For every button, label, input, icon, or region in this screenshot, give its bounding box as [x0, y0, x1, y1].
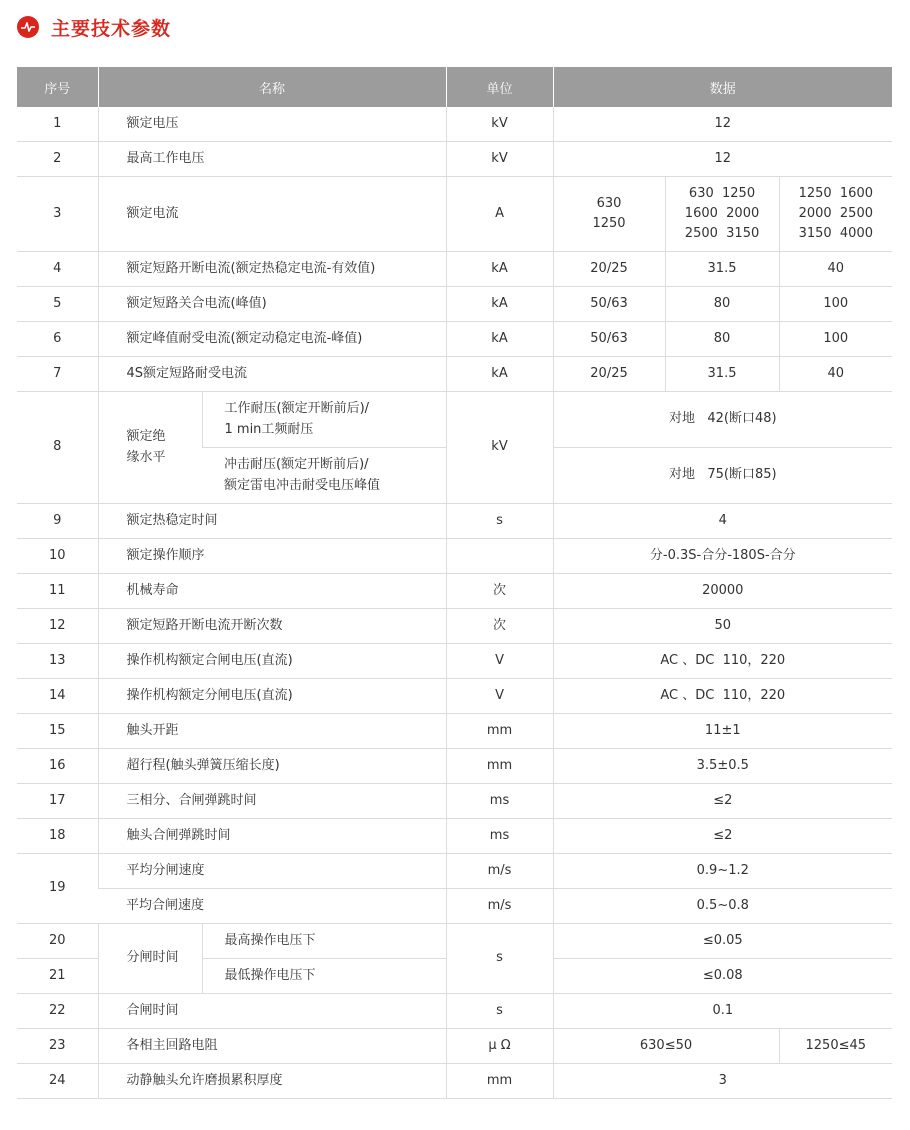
row-data: 0.1 [553, 994, 892, 1029]
row-name: 额定短路开断电流开断次数 [98, 609, 446, 644]
row-no: 18 [17, 819, 98, 854]
name-line: 额定绝 [126, 429, 166, 445]
row-name: 额定操作顺序 [98, 539, 446, 574]
row-name: 合闸时间 [98, 994, 446, 1029]
row-name: 额定热稳定时间 [98, 504, 446, 539]
value-line: 1250 [592, 216, 626, 231]
row-name: 额定短路关合电流(峰值) [98, 287, 446, 322]
row-data-col3: 40 [779, 252, 892, 287]
table-row [17, 1029, 892, 1064]
row-data: ≤2 [553, 784, 892, 819]
row-data: 11±1 [553, 714, 892, 749]
row-data: 3 [553, 1064, 892, 1099]
row-name: 超行程(触头弹簧压缩长度) [98, 749, 446, 784]
row-no: 17 [17, 784, 98, 819]
row-data-col2 [665, 177, 779, 252]
row-data: 分-0.3S-合分-180S-合分 [553, 539, 892, 574]
row-data-col2: 80 [665, 322, 779, 357]
row-data: 20000 [553, 574, 892, 609]
table-row [17, 994, 892, 1029]
col-header-no: 序号 [17, 67, 98, 107]
row-unit: μ Ω [446, 1029, 553, 1064]
table-row [17, 784, 892, 819]
row-unit: kA [446, 322, 553, 357]
row-data-col2: 80 [665, 287, 779, 322]
table-row [17, 714, 892, 749]
row-data: 50 [553, 609, 892, 644]
row-unit: kA [446, 287, 553, 322]
row-unit: V [446, 679, 553, 714]
table-row [17, 142, 892, 177]
row-no: 11 [17, 574, 98, 609]
row-no: 13 [17, 644, 98, 679]
value-line: 3150 4000 [798, 226, 873, 242]
row-unit: kA [446, 252, 553, 287]
value-line: 630 1250 [688, 185, 756, 201]
row-no: 24 [17, 1064, 98, 1099]
table-row [17, 177, 892, 252]
row-data-col3: 40 [779, 357, 892, 392]
table-row [17, 644, 892, 679]
row-no: 4 [17, 252, 98, 287]
row-data: 12 [553, 107, 892, 142]
value-line: 1250 1600 [798, 185, 873, 201]
row-subname [202, 448, 446, 504]
row-name: 最高工作电压 [98, 142, 446, 177]
row-unit: mm [446, 1064, 553, 1099]
page-title: 主要技术参数 [51, 17, 172, 40]
row-subname [202, 392, 446, 448]
row-no: 2 [17, 142, 98, 177]
table-row [17, 749, 892, 784]
row-data: 4 [553, 504, 892, 539]
row-no: 19 [17, 854, 98, 924]
table-row [17, 539, 892, 574]
row-name: 机械寿命 [98, 574, 446, 609]
row-name: 额定峰值耐受电流(额定动稳定电流-峰值) [98, 322, 446, 357]
row-unit [446, 539, 553, 574]
table-row [17, 357, 892, 392]
name-line: 额定雷电冲击耐受电压峰值 [224, 477, 381, 493]
row-no: 20 [17, 924, 98, 959]
row-name: 4S额定短路耐受电流 [98, 357, 446, 392]
row-data: AC 、DC 110，220 [553, 679, 892, 714]
row-data: AC 、DC 110，220 [553, 644, 892, 679]
row-no: 21 [17, 959, 98, 994]
row-name: 额定电压 [98, 107, 446, 142]
col-header-name: 名称 [98, 67, 446, 107]
row-unit: s [446, 504, 553, 539]
row-unit: mm [446, 749, 553, 784]
table-row [17, 854, 892, 889]
table-row [17, 392, 892, 448]
row-data: ≤0.05 [553, 924, 892, 959]
row-name: 动静触头允许磨损累积厚度 [98, 1064, 446, 1099]
table-row [17, 287, 892, 322]
table-row [17, 252, 892, 287]
pulse-icon [17, 16, 39, 38]
row-unit: kA [446, 357, 553, 392]
table-row [17, 504, 892, 539]
row-unit: kV [446, 107, 553, 142]
row-data: 对地 75(断口85) [553, 448, 892, 504]
row-name: 额定电流 [98, 177, 446, 252]
table-row [17, 609, 892, 644]
row-unit: m/s [446, 889, 553, 924]
row-no: 6 [17, 322, 98, 357]
row-unit: V [446, 644, 553, 679]
table-row [17, 107, 892, 142]
row-data-col1: 630≤50 [553, 1029, 779, 1064]
row-data-col1: 50/63 [553, 322, 665, 357]
row-no: 3 [17, 177, 98, 252]
row-no: 1 [17, 107, 98, 142]
table-row [17, 889, 892, 924]
table-row [17, 819, 892, 854]
table-row [17, 574, 892, 609]
row-data-col3: 100 [779, 322, 892, 357]
table-row [17, 1064, 892, 1099]
value-line: 2000 2500 [798, 205, 873, 221]
row-name: 触头合闸弹跳时间 [98, 819, 446, 854]
name-line: 缘水平 [126, 449, 166, 465]
row-unit: s [446, 994, 553, 1029]
row-no: 15 [17, 714, 98, 749]
table-header-row [17, 67, 892, 107]
row-data-col1: 20/25 [553, 357, 665, 392]
row-name: 额定短路开断电流(额定热稳定电流-有效值) [98, 252, 446, 287]
row-name: 操作机构额定合闸电压(直流) [98, 644, 446, 679]
row-data: 0.9~1.2 [553, 854, 892, 889]
row-no: 7 [17, 357, 98, 392]
value-line: 1600 2000 [684, 205, 760, 221]
row-data: 12 [553, 142, 892, 177]
row-unit: 次 [446, 574, 553, 609]
row-no: 9 [17, 504, 98, 539]
row-name [98, 392, 202, 504]
row-no: 23 [17, 1029, 98, 1064]
section-header [17, 14, 171, 40]
row-name: 平均分闸速度 [98, 854, 446, 889]
name-line: 冲击耐压(额定开断前后)/ [224, 457, 369, 473]
row-unit: kV [446, 142, 553, 177]
row-unit: m/s [446, 854, 553, 889]
row-no: 22 [17, 994, 98, 1029]
row-data-col1: 20/25 [553, 252, 665, 287]
table-row [17, 322, 892, 357]
row-no: 8 [17, 392, 98, 504]
row-data: 0.5~0.8 [553, 889, 892, 924]
row-data: ≤2 [553, 819, 892, 854]
row-unit: ms [446, 784, 553, 819]
row-unit: kV [446, 392, 553, 504]
name-line: 1 min工频耐压 [224, 421, 314, 437]
spec-table [17, 67, 892, 1099]
row-data-col3 [779, 177, 892, 252]
row-name: 三相分、合闸弹跳时间 [98, 784, 446, 819]
name-line: 工作耐压(额定开断前后)/ [224, 401, 370, 417]
row-data-col2: 31.5 [665, 252, 779, 287]
row-unit: A [446, 177, 553, 252]
value-line: 2500 3150 [684, 226, 760, 242]
row-subname: 最高操作电压下 [202, 924, 446, 959]
row-data-col2: 1250≤45 [779, 1029, 892, 1064]
row-subname: 最低操作电压下 [202, 959, 446, 994]
row-unit: s [446, 924, 553, 994]
row-no: 14 [17, 679, 98, 714]
row-data-col1: 50/63 [553, 287, 665, 322]
row-name: 分闸时间 [98, 924, 202, 994]
row-no: 12 [17, 609, 98, 644]
table-row [17, 924, 892, 959]
row-data-col3: 100 [779, 287, 892, 322]
row-unit: ms [446, 819, 553, 854]
row-data: 对地 42(断口48) [553, 392, 892, 448]
col-header-unit: 单位 [446, 67, 553, 107]
row-name: 操作机构额定分闸电压(直流) [98, 679, 446, 714]
row-name: 各相主回路电阻 [98, 1029, 446, 1064]
row-no: 5 [17, 287, 98, 322]
row-no: 16 [17, 749, 98, 784]
row-name: 平均合闸速度 [98, 889, 446, 924]
row-data-col2: 31.5 [665, 357, 779, 392]
row-no: 10 [17, 539, 98, 574]
row-data: ≤0.08 [553, 959, 892, 994]
row-data-col1 [553, 177, 665, 252]
col-header-data: 数据 [553, 67, 892, 107]
row-unit: 次 [446, 609, 553, 644]
row-data: 3.5±0.5 [553, 749, 892, 784]
row-name: 触头开距 [98, 714, 446, 749]
value-line: 630 [596, 195, 622, 211]
row-unit: mm [446, 714, 553, 749]
table-row [17, 679, 892, 714]
